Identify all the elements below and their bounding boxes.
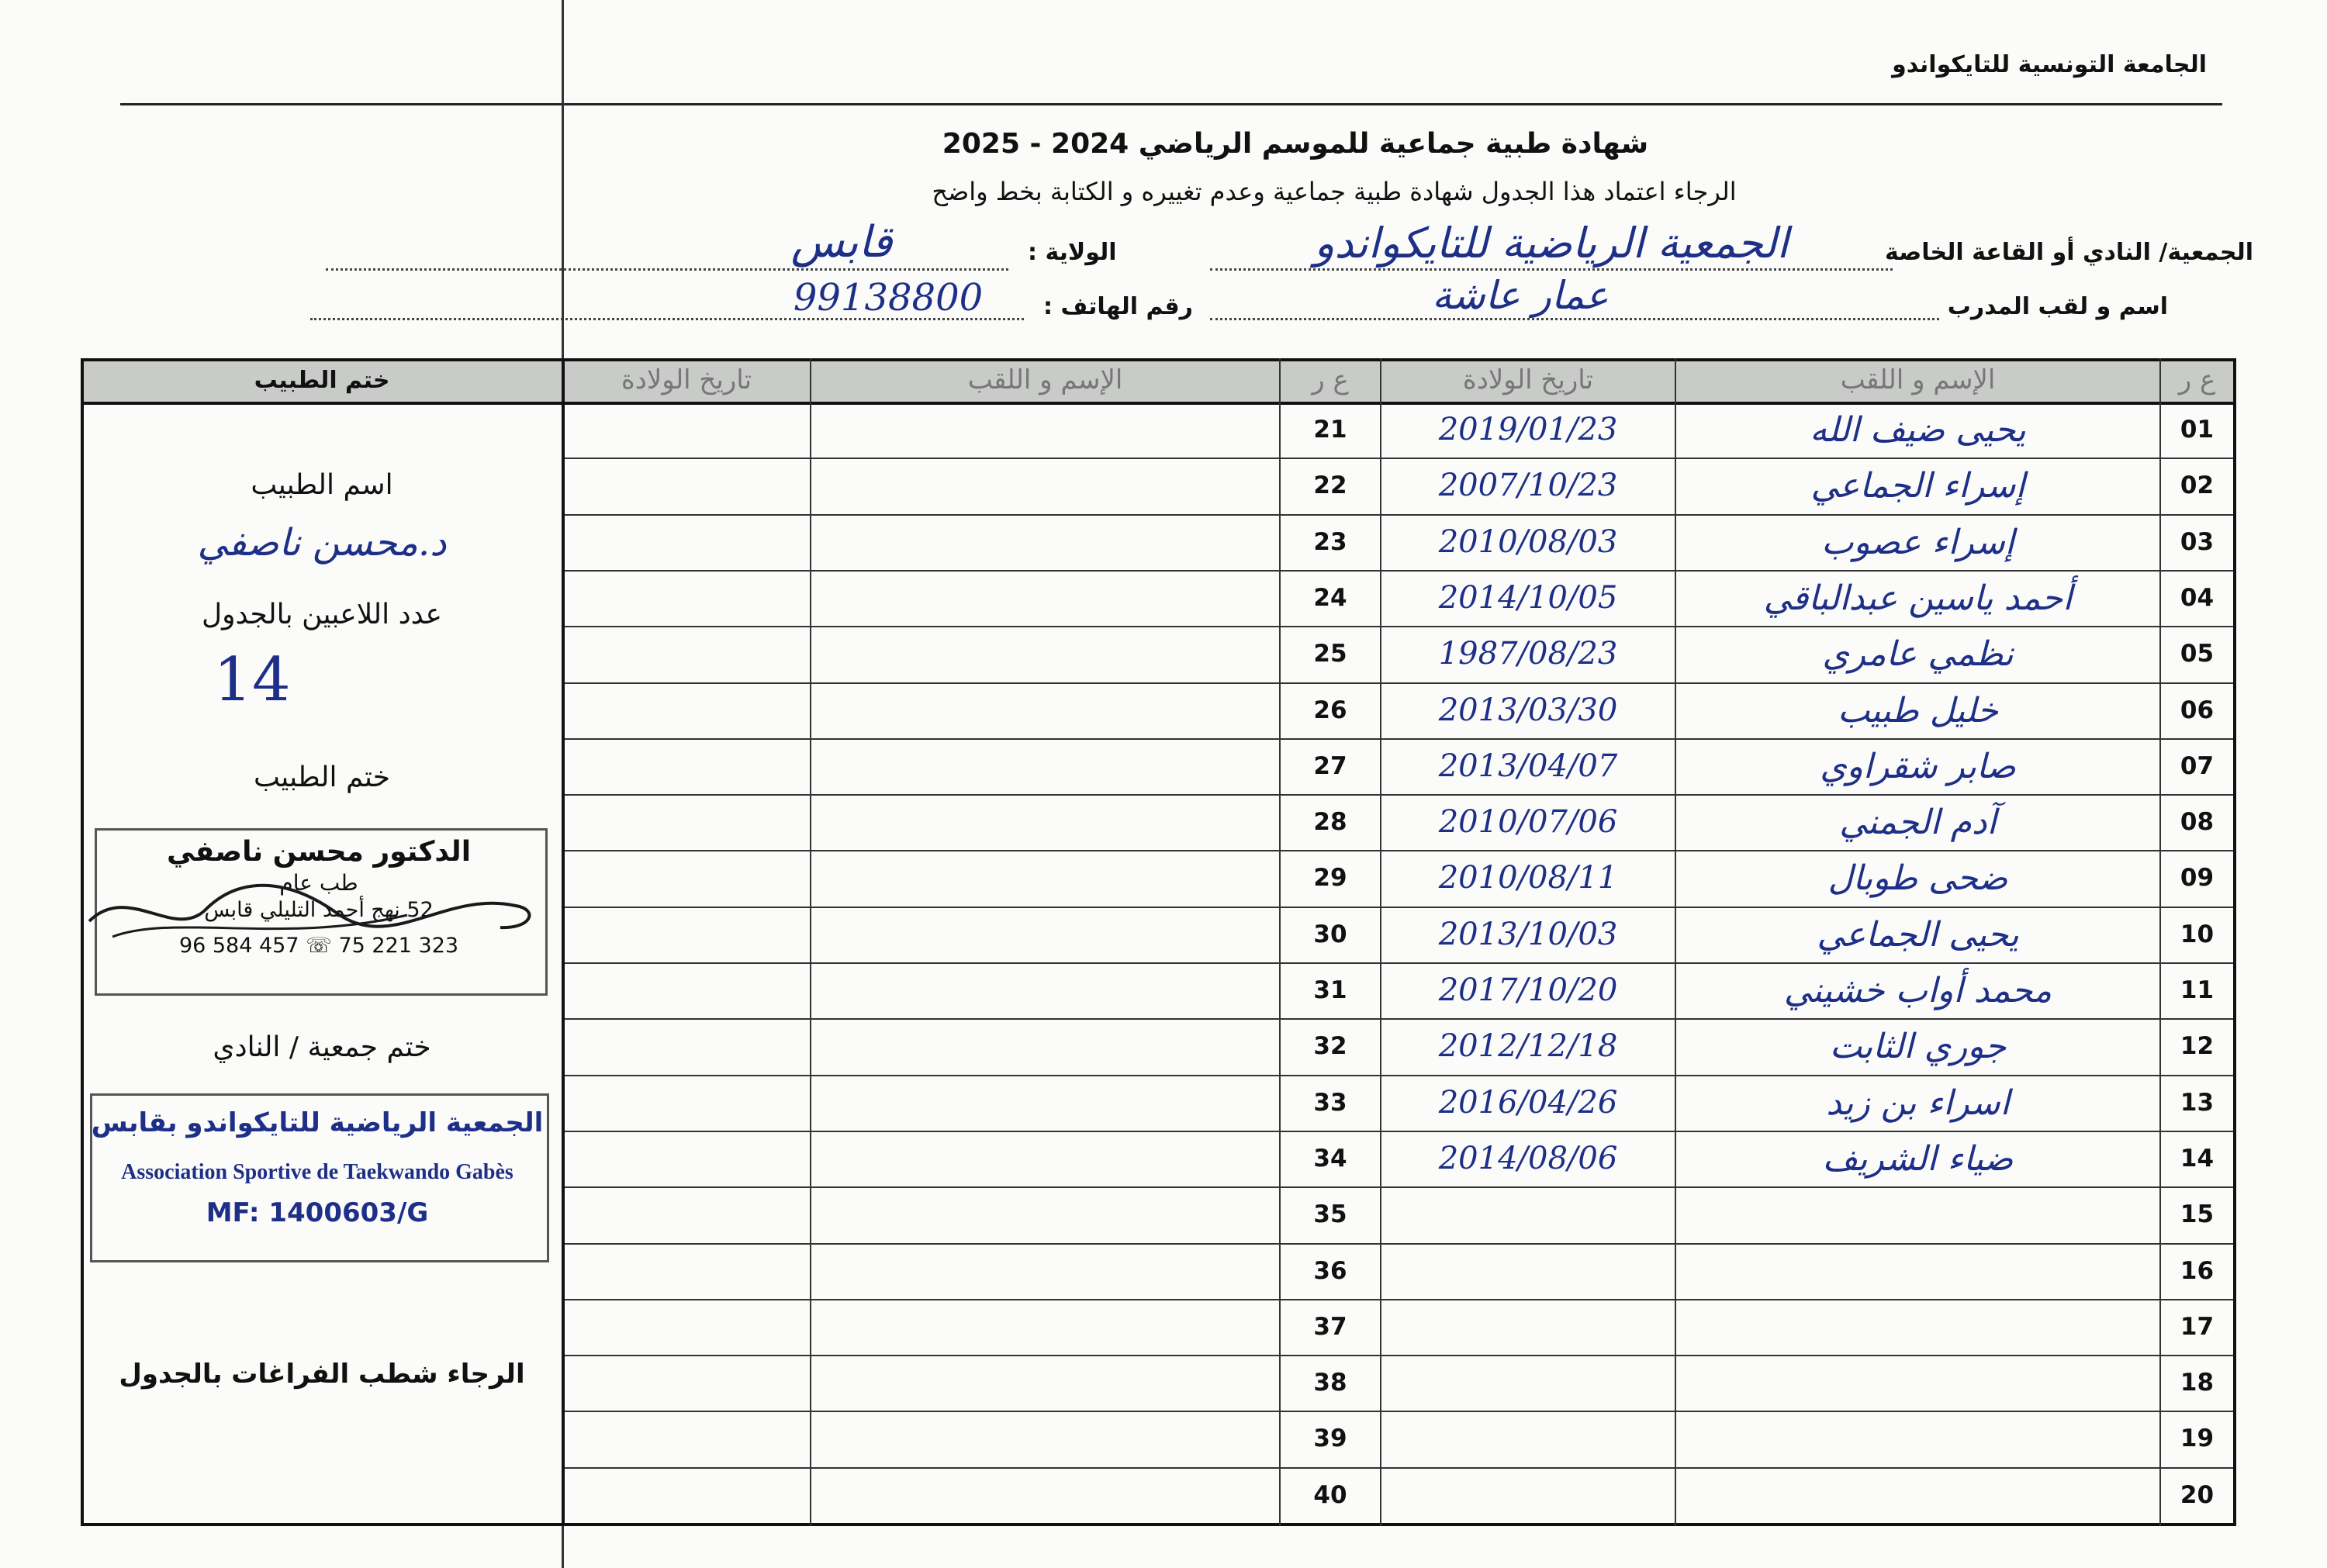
middle-row-number: 36 (1313, 1257, 1347, 1285)
doctor-name-value[interactable]: د.محسن ناصفي (197, 521, 447, 565)
row-number: 17 (2180, 1313, 2215, 1341)
coach-label: اسم و لقب المدرب (1947, 293, 2168, 320)
athlete-dob[interactable]: 2010/07/06 (1438, 804, 1618, 840)
middle-row-number: 25 (1313, 640, 1347, 668)
federation-name: الجامعة التونسية للتايكواندو (1892, 51, 2207, 78)
athlete-dob[interactable]: 2013/10/03 (1438, 917, 1618, 952)
athlete-dob[interactable]: 2017/10/20 (1438, 972, 1618, 1008)
athlete-name[interactable]: إسراء الجماعي (1810, 465, 2025, 506)
state-dotline (326, 268, 1008, 271)
middle-row-number: 35 (1313, 1200, 1347, 1228)
doctor-stamp-line1: الدكتور محسن ناصفي (166, 836, 472, 868)
middle-row-number: 29 (1313, 864, 1347, 892)
middle-row-number: 33 (1313, 1089, 1347, 1117)
athlete-name[interactable]: اسراء بن زيد (1826, 1083, 2010, 1123)
middle-row-number: 38 (1313, 1369, 1347, 1397)
athlete-name[interactable] (1675, 1186, 2160, 1242)
col-header-dob-right: تاريخ الولادة (1462, 364, 1594, 395)
row-number: 06 (2180, 696, 2215, 724)
middle-row-number: 27 (1313, 752, 1347, 780)
athlete-dob[interactable]: 2012/12/18 (1438, 1028, 1618, 1064)
club-stamp-label: ختم جمعية / النادي (213, 1031, 431, 1063)
club-stamp-mf: MF: 1400603/G (206, 1197, 429, 1228)
athlete-name[interactable]: ضحى طوبال (1827, 858, 2008, 898)
athlete-name[interactable]: نظمي عامري (1822, 634, 2014, 674)
athlete-name[interactable] (1675, 1467, 2160, 1523)
row-number: 08 (2180, 808, 2215, 836)
row-number: 19 (2180, 1425, 2215, 1452)
athlete-dob[interactable]: 2010/08/03 (1438, 524, 1618, 560)
athlete-dob[interactable] (1381, 1186, 1675, 1242)
row-number: 05 (2180, 640, 2215, 668)
athlete-dob[interactable]: 1987/08/23 (1438, 636, 1618, 672)
table-row-line (562, 1523, 2234, 1526)
middle-row-number: 31 (1313, 976, 1347, 1004)
club-stamp-ar: الجمعية الرياضية للتايكواندو بقابس (91, 1107, 544, 1138)
row-number: 04 (2180, 584, 2215, 612)
club-label: الجمعية/ النادي أو القاعة الخاصة (1885, 239, 2253, 266)
athlete-dob[interactable]: 2019/01/23 (1438, 412, 1618, 447)
athlete-dob[interactable] (1381, 1411, 1675, 1466)
athlete-name[interactable]: إسراء عصوب (1821, 522, 2014, 562)
table-column-line (810, 358, 811, 1526)
player-count-value[interactable]: 14 (213, 645, 291, 715)
middle-row-number: 39 (1313, 1425, 1347, 1452)
row-number: 14 (2180, 1145, 2215, 1173)
col-header-dob-middle: تاريخ الولادة (621, 364, 752, 395)
athlete-dob[interactable]: 2014/08/06 (1438, 1141, 1618, 1176)
row-number: 01 (2180, 416, 2215, 444)
row-number: 16 (2180, 1257, 2215, 1285)
col-header-name-right: الإسم و اللقب (1840, 364, 1996, 395)
middle-row-number: 34 (1313, 1145, 1347, 1173)
row-number: 10 (2180, 920, 2215, 948)
footer-note: الرجاء شطب الفراغات بالجدول (119, 1359, 525, 1390)
athlete-name[interactable] (1675, 1299, 2160, 1355)
athlete-name[interactable] (1675, 1411, 2160, 1466)
col-header-num-middle: ع ر (1312, 364, 1349, 395)
athlete-dob[interactable] (1381, 1355, 1675, 1411)
row-number: 11 (2180, 976, 2215, 1004)
athlete-dob[interactable]: 2013/04/07 (1438, 748, 1618, 784)
athlete-dob[interactable]: 2007/10/23 (1438, 468, 1618, 503)
middle-row-number: 26 (1313, 696, 1347, 724)
phone-value[interactable]: 99138800 (793, 276, 984, 319)
state-value[interactable]: قابس (790, 217, 893, 268)
table-top-border (81, 358, 2234, 361)
doctor-stamp-label: ختم الطبيب (253, 762, 391, 793)
athlete-name[interactable]: خليل طبيب (1837, 690, 1999, 730)
athlete-dob[interactable] (1381, 1467, 1675, 1523)
athlete-dob[interactable] (1381, 1299, 1675, 1355)
doctor-stamp-line4: 96 584 457 ☏ 75 221 323 (178, 934, 459, 958)
doctor-signature (81, 867, 547, 952)
middle-row-number: 40 (1313, 1481, 1347, 1509)
row-number: 09 (2180, 864, 2215, 892)
athlete-name[interactable]: آدم الجمني (1839, 802, 1997, 842)
athlete-dob[interactable] (1381, 1243, 1675, 1299)
athlete-name[interactable]: جوري الثابت (1829, 1026, 2007, 1066)
athlete-name[interactable]: يحيى ضيف الله (1810, 409, 2026, 450)
doctor-name-label: اسم الطبيب (251, 469, 393, 501)
row-number: 03 (2180, 528, 2215, 556)
athlete-dob[interactable]: 2010/08/11 (1438, 860, 1618, 896)
athlete-name[interactable]: ضياء الشريف (1822, 1138, 2014, 1179)
header-rule (120, 103, 2222, 105)
doctor-stamp-line3: 52 نهج أحمد التليلي قابس (204, 898, 434, 922)
phone-label: رقم الهاتف : (1043, 293, 1193, 320)
col-header-name-middle: الإسم و اللقب (967, 364, 1123, 395)
athlete-name[interactable]: يحيى الجماعي (1817, 914, 2019, 955)
club-dotline (1210, 268, 1893, 271)
middle-row-number: 32 (1313, 1032, 1347, 1060)
athlete-name[interactable] (1675, 1355, 2160, 1411)
state-label: الولاية : (1028, 239, 1117, 266)
row-number: 07 (2180, 752, 2215, 780)
row-number: 15 (2180, 1200, 2215, 1228)
middle-row-number: 37 (1313, 1313, 1347, 1341)
row-number: 18 (2180, 1369, 2215, 1397)
middle-row-number: 24 (1313, 584, 1347, 612)
row-number: 12 (2180, 1032, 2215, 1060)
middle-row-number: 23 (1313, 528, 1347, 556)
athlete-dob[interactable]: 2014/10/05 (1438, 580, 1618, 616)
middle-row-number: 28 (1313, 808, 1347, 836)
coach-dotline (1210, 318, 1939, 320)
athlete-name[interactable]: محمد أواب خشيني (1783, 970, 2052, 1010)
middle-row-number: 22 (1313, 471, 1347, 499)
row-number: 02 (2180, 471, 2215, 499)
document-instruction: الرجاء اعتماد هذا الجدول شهادة طبية جماعية وعدم تغييره و الكتابة بخط واضح (932, 177, 1737, 206)
athlete-name[interactable] (1675, 1243, 2160, 1299)
col-header-doctor-stamp: ختم الطبيب (254, 366, 390, 394)
athlete-dob[interactable]: 2016/04/26 (1438, 1085, 1618, 1121)
col-header-num-right: ع ر (2178, 364, 2216, 395)
athlete-name[interactable]: صابر شقراوي (1820, 746, 2016, 786)
document-title: شهادة طبية جماعية للموسم الرياضي 2024 - 2025 (942, 128, 1649, 160)
middle-row-number: 21 (1313, 416, 1347, 444)
athlete-name[interactable]: أحمد ياسين عبدالباقي (1763, 578, 2073, 618)
side-panel-bottom (81, 1523, 562, 1526)
club-stamp-fr: Association Sportive de Taekwando Gabès (121, 1160, 513, 1184)
player-count-label: عدد اللاعبين بالجدول (202, 599, 442, 630)
coach-value[interactable]: عمار عاشة (1432, 273, 1609, 318)
row-number: 20 (2180, 1481, 2215, 1509)
athlete-dob[interactable]: 2013/03/30 (1438, 692, 1618, 728)
row-number: 13 (2180, 1089, 2215, 1117)
doctor-stamp-line2: طب عام (279, 870, 358, 896)
club-value[interactable]: الجمعية الرياضية للتايكواندو (1314, 219, 1789, 268)
middle-row-number: 30 (1313, 920, 1347, 948)
